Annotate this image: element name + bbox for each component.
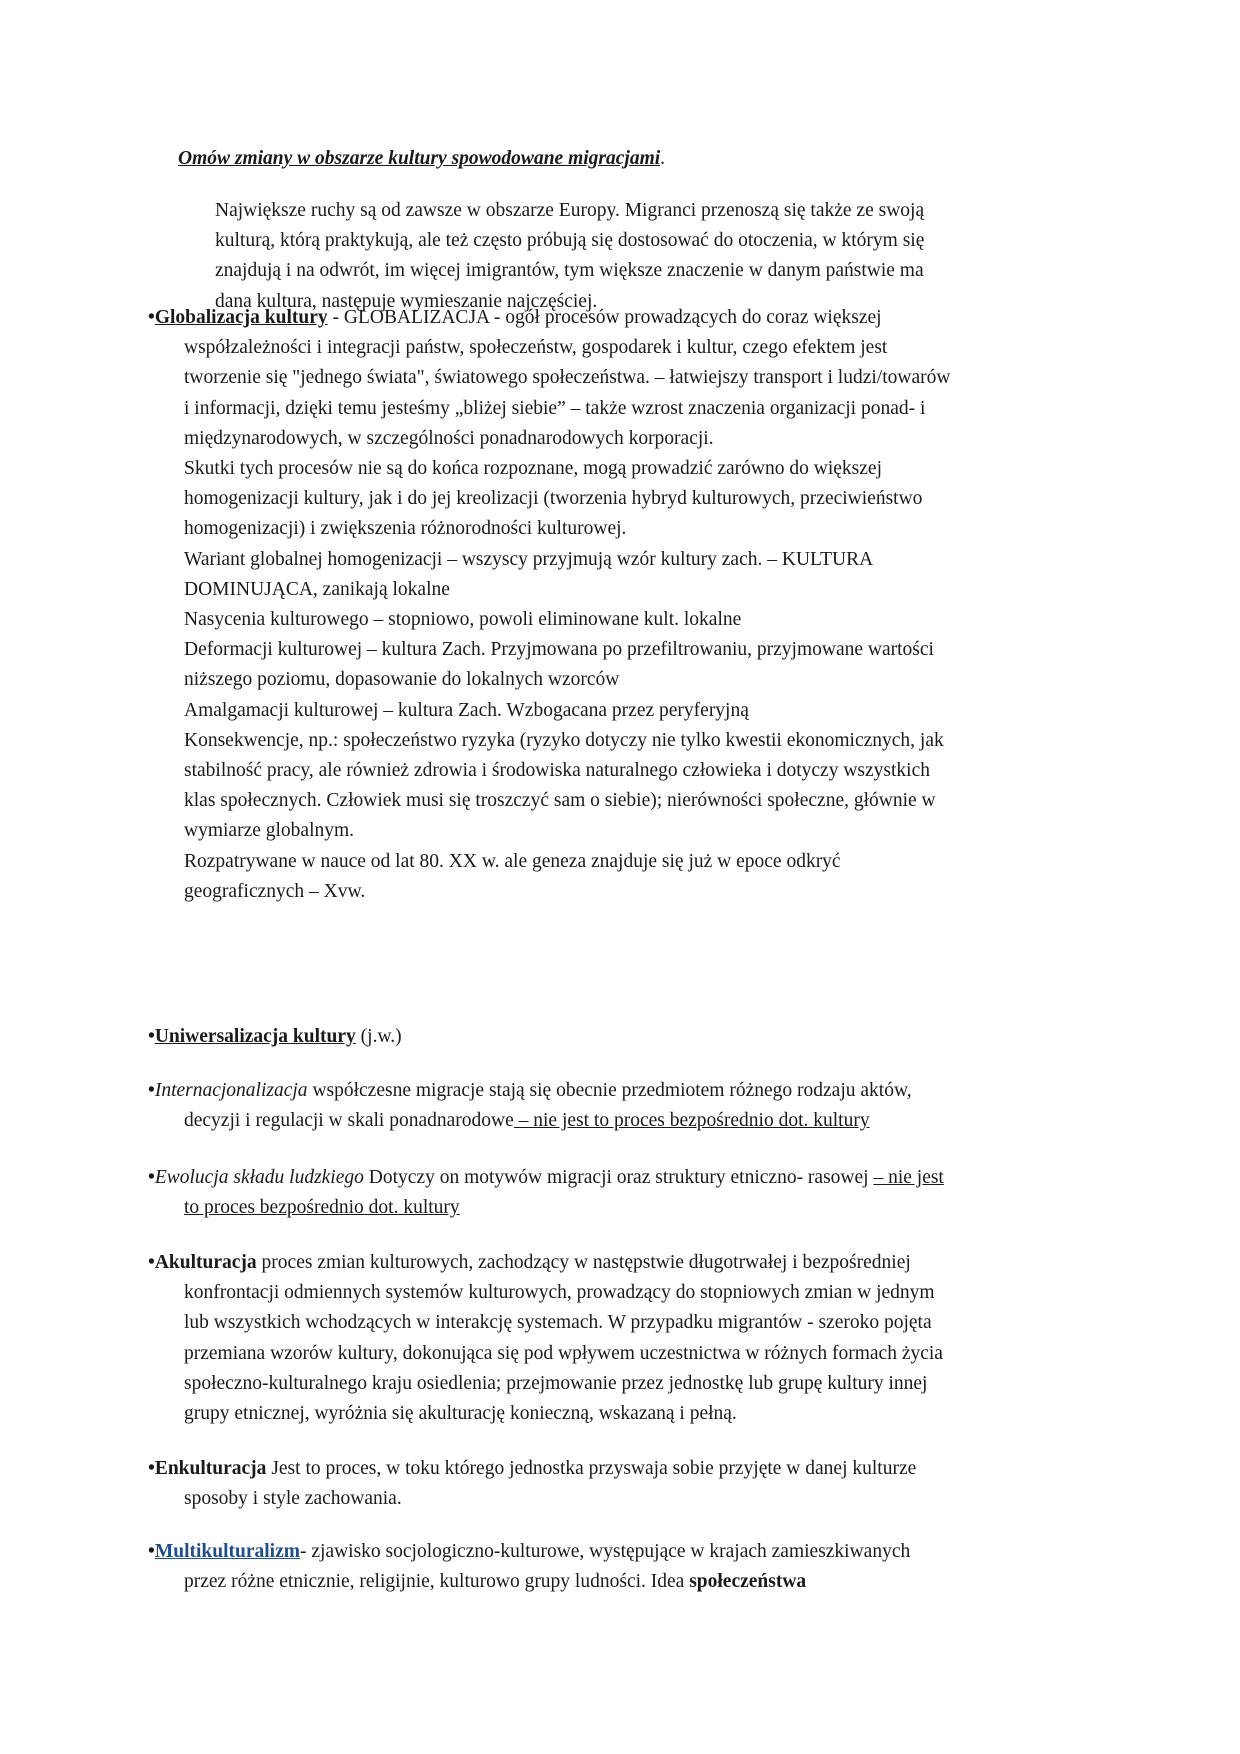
section-internacjonalizacja [148, 1076, 1088, 1136]
section-text: Dotyczy on motywów migracji oraz struktury etniczno- rasowej [363, 1167, 874, 1188]
body-line: przez różne etnicznie, religijnie, kulturowo grupy ludności. Idea [184, 1571, 690, 1593]
term-ewolucja: Ewolucja składu ludzkiego [154, 1167, 364, 1188]
body-line: decyzji i regulacji w skali ponadnarodowe [184, 1110, 514, 1132]
term-globalizacja: Globalizacja kultury [154, 307, 328, 328]
intro-paragraph [215, 196, 1095, 317]
body-line: niższego poziomu, dopasowanie do lokalnych wzorców [184, 669, 620, 691]
body-line: Konsekwencje, np.: społeczeństwo ryzyka (ryzyko dotyczy nie tylko kwestii ekonomicznych, jak [184, 729, 944, 751]
bullet-icon: • [148, 1026, 155, 1047]
body-line: Skutki tych procesów nie są do końca rozpoznane, mogą prowadzić zarówno do większej [184, 458, 882, 480]
body-line: współzależności i integracji państw, społeczeństw, gospodarek i kultur, czego efektem jest [184, 337, 888, 359]
body-line: konfrontacji odmiennych systemów kulturowych, prowadzący do stopniowych zmian w jednym [184, 1282, 935, 1304]
section-body [148, 1484, 1088, 1514]
bullet-icon: • [148, 1080, 155, 1101]
bullet-icon: • [148, 1458, 155, 1479]
section-body [148, 333, 1088, 907]
section-text: - GLOBALIZACJA - ogół procesów prowadzących do coraz większej [327, 307, 882, 328]
body-line: sposoby i style zachowania. [184, 1488, 402, 1510]
bullet-icon: • [148, 1541, 155, 1562]
body-line: klas społecznych. Człowiek musi się troszczyć sam o siebie); nierówności społeczne, głównie w [184, 790, 936, 812]
body-line: DOMINUJĄCA, zanikają lokalne [184, 578, 450, 600]
section-text: Jest to proces, w toku którego jednostka przyswaja sobie przyjęte w danej kulturze [266, 1458, 917, 1479]
body-line: geograficznych – Xvw. [184, 880, 366, 902]
section-text: współczesne migracje stają się obecnie przedmiotem różnego rodzaju aktów, [307, 1080, 912, 1101]
term-akulturacja: Akulturacja [154, 1252, 257, 1273]
section-body [148, 1278, 1088, 1429]
section-text: proces zmian kulturowych, zachodzący w następstwie długotrwałej i bezpośredniej [256, 1252, 911, 1273]
intro-line: kulturą, którą praktykują, ale też często próbują się dostosować do otoczenia, w którym się [215, 230, 925, 252]
intro-line: znajdują i na odwrót, im więcej imigrantów, tym większe znaczenie w danym państwie ma [215, 260, 924, 282]
intro-line: Największe ruchy są od zawsze w obszarze Europy. Migranci przenoszą się także ze swoją [215, 200, 925, 221]
body-line: i informacji, dzięki temu jesteśmy „bliżej siebie” – także wzrost znaczenia organizacji ponad- i [184, 397, 926, 419]
bullet-icon: • [148, 1252, 155, 1273]
title-text: Omów zmiany w obszarze kultury spowodowane migracjami [178, 148, 661, 169]
body-line: Wariant globalnej homogenizacji – wszyscy przyjmują wzór kultury zach. – KULTURA [184, 548, 874, 570]
document-title [178, 148, 665, 170]
section-body [148, 1567, 1088, 1597]
underlined-note: – nie jest [873, 1167, 944, 1188]
body-line: stabilność pracy, ale również zdrowia i środowiska naturalnego człowieka i dotyczy wszystkich [184, 760, 930, 782]
body-line: homogenizacji) i zwiększenia różnorodności kulturowej. [184, 518, 627, 540]
body-line: społeczno-kulturalnego kraju osiedlenia; przejmowanie przez jednostkę lub grupę kultury innej [184, 1372, 928, 1394]
intro-line: dana kultura, następuje wymieszanie najczęściej. [215, 290, 598, 312]
section-multikulturalizm [148, 1537, 1088, 1597]
section-body [148, 1106, 1088, 1136]
body-line: przemiana wzorów kultury, dokonująca się pod wpływem uczestnictwa w różnych formach życia [184, 1342, 943, 1364]
body-line: lub wszystkich wchodzących w interakcję systemach. W przypadku migrantów - szeroko pojęta [184, 1312, 932, 1334]
body-line: Nasycenia kulturowego – stopniowo, powoli eliminowane kult. lokalne [184, 609, 742, 631]
bullet-icon: • [148, 307, 155, 328]
body-line: tworzenie się "jednego świata", światowego społeczeństwa. – łatwiejszy transport i ludzi/towarów [184, 367, 951, 389]
body-line: międzynarodowych, w szczególności ponadnarodowych korporacji. [184, 427, 714, 449]
underlined-note: to proces bezpośrednio dot. kultury [184, 1197, 460, 1219]
body-line: Amalgamacji kulturowej – kultura Zach. Wzbogacana przez peryferyjną [184, 699, 749, 721]
term-uniwersalizacja: Uniwersalizacja kultury [154, 1026, 356, 1047]
bullet-icon: • [148, 1167, 155, 1188]
body-line: homogenizacji kultury, jak i do jej kreolizacji (tworzenia hybryd kulturowych, przeciwieństwo [184, 488, 923, 510]
section-akulturacja [148, 1248, 1088, 1429]
section-text: - zjawisko socjologiczno-kulturowe, występujące w krajach zamieszkiwanych [300, 1541, 911, 1562]
body-line: Rozpatrywane w nauce od lat 80. XX w. ale geneza znajduje się już w epoce odkryć [184, 850, 841, 872]
section-enkulturacja [148, 1454, 1088, 1514]
link-multikulturalizm[interactable]: Multikulturalizm [154, 1541, 300, 1562]
section-uniwersalizacja [148, 1022, 1088, 1052]
term-enkulturacja: Enkulturacja [154, 1458, 267, 1479]
term-internacjonalizacja: Internacjonalizacja [154, 1080, 308, 1101]
section-ewolucja [148, 1163, 1088, 1223]
section-body [148, 1193, 1088, 1223]
section-globalizacja [148, 303, 1088, 907]
body-line: Deformacji kulturowej – kultura Zach. Przyjmowana po przefiltrowaniu, przyjmowane wartości [184, 639, 934, 661]
section-text: (j.w.) [355, 1026, 402, 1047]
underlined-note: – nie jest to proces bezpośrednio dot. kultury [513, 1110, 870, 1132]
title-period: . [660, 148, 666, 169]
bold-word: społeczeństwa [689, 1571, 807, 1593]
body-line: grupy etnicznej, wyróżnia się akulturację konieczną, wskazaną i pełną. [184, 1403, 737, 1425]
body-line: wymiarze globalnym. [184, 820, 355, 842]
